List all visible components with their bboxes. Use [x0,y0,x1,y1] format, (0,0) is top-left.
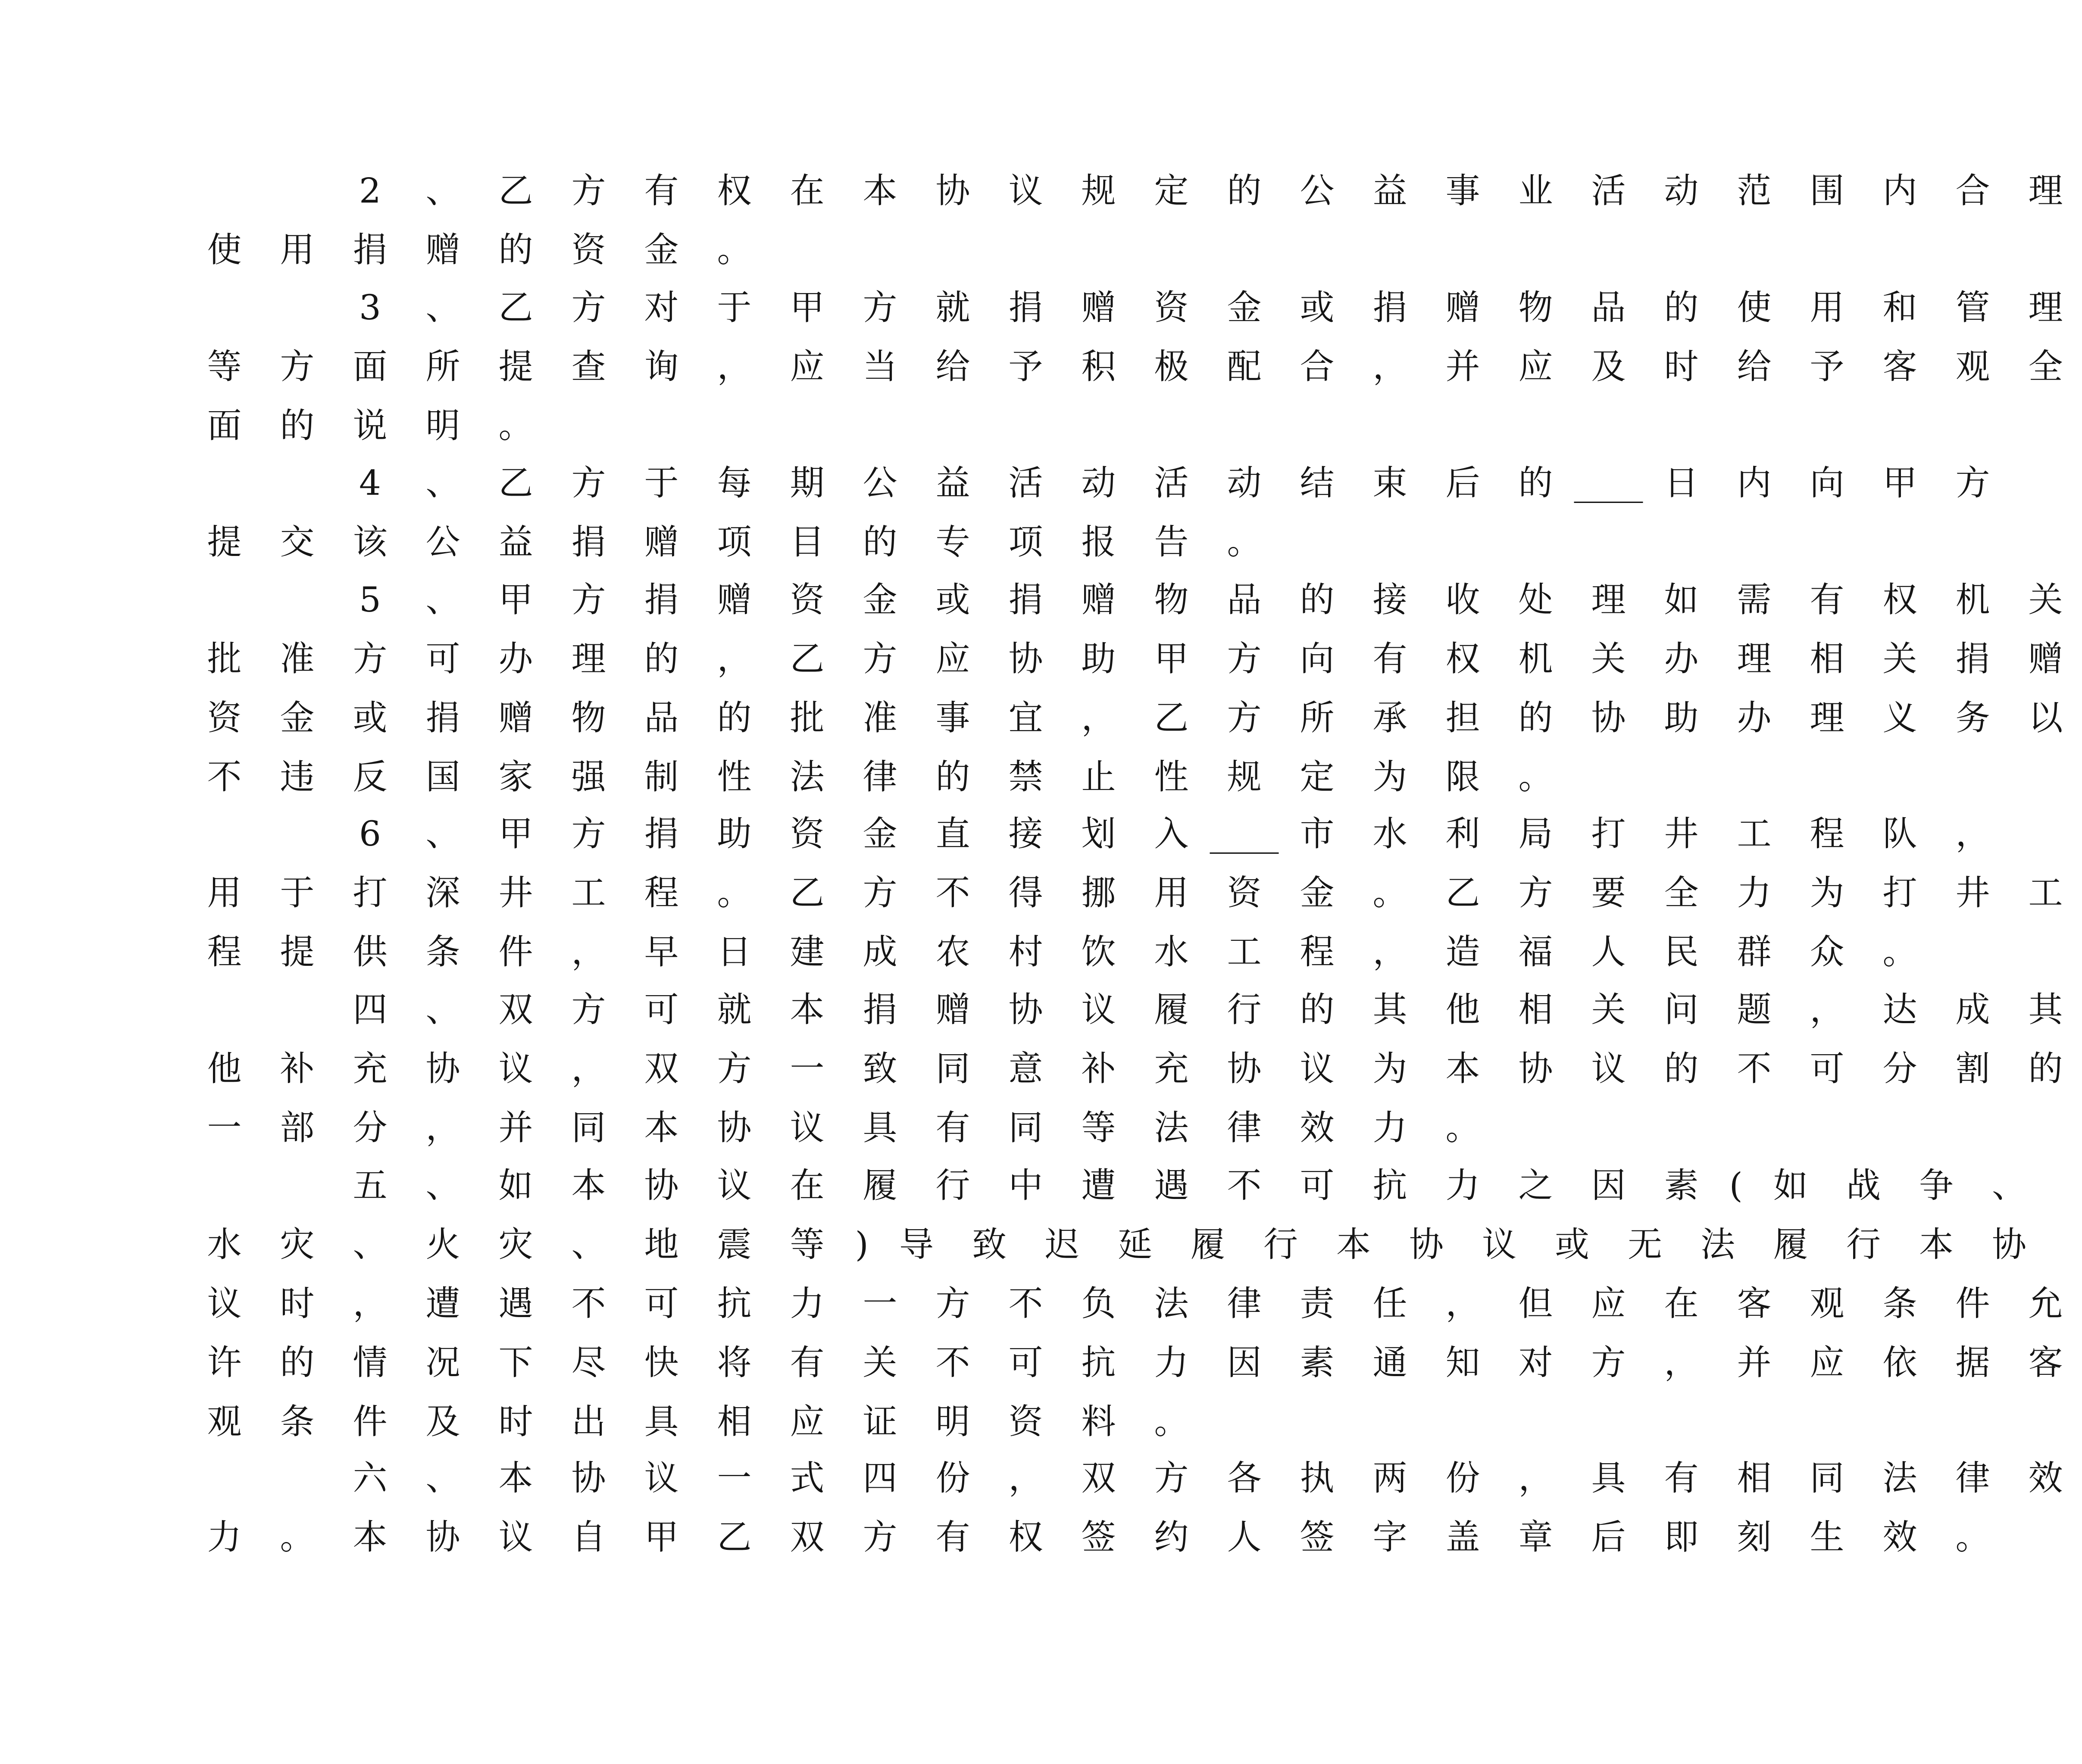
paragraph-right-3 [188,278,2082,455]
text-line: 5 、 甲 方 捐 赠 资 金 或 捐 赠 物 品 的 接 收 处 理 如 需 有 权 机 关 [359,580,2063,620]
text-line: 他 补 充 协 议 ， 双 方 一 致 同 意 补 充 协 议 为 本 协 议 的 不 可 分 割 的 [207,1049,2063,1089]
text-line: 程 提 供 条 件 ， 早 日 建 成 农 村 饮 水 工 程 ， 造 福 人 民 群 众 。 [207,932,1917,972]
text-line: 用 于 打 深 井 工 程 。 乙 方 不 得 挪 用 资 金 。 乙 方 要 全 力 为 打 井 工 [207,873,2063,913]
text-line: 四 、 双 方 可 就 本 捐 赠 协 议 履 行 的 其 他 相 关 问 题 ， 达 成 其 [353,990,2063,1030]
text-line: 3 、 乙 方 对 于 甲 方 就 捐 赠 资 金 或 捐 赠 物 品 的 使 用 和 管 理 [359,287,2063,328]
paragraph-clause-4 [188,980,2082,1157]
paragraph-right-4 [188,453,2009,571]
text-line: 一 部 分 ， 并 同 本 协 议 具 有 同 等 法 律 效 力 。 [207,1108,1480,1148]
text-line: 资 金 或 捐 赠 物 品 的 批 准 事 宜 ， 乙 方 所 承 担 的 协 助 办 理 义 务 以 [207,698,2063,738]
paragraph-right-6 [188,804,2082,981]
text-line: 议 时 ， 遭 遇 不 可 抗 力 一 方 不 负 法 律 责 任 ， 但 应 在 客 观 条 件 允 [207,1283,2063,1324]
text-line: 力 。 本 协 议 自 甲 乙 双 方 有 权 签 约 人 签 字 盖 章 后 即 刻 生 效 。 [207,1517,1990,1557]
text-line: 许 的 情 况 下 尽 快 将 有 关 不 可 抗 力 因 素 通 知 对 方 ， 并 应 依 据 客 [207,1343,2063,1383]
text-line: 批 准 方 可 办 理 的 ， 乙 方 应 协 助 甲 方 向 有 权 机 关 办 理 相 关 捐 赠 [207,639,2063,679]
text-line: 六 、 本 协 议 一 式 四 份 ， 双 方 各 执 两 份 ， 具 有 相 同 法 律 效 [353,1458,2063,1498]
text-line: 6 、 甲 方 捐 助 资 金 直 接 划 入 ____ 市 水 利 局 打 井 工 程 队 ， [359,814,1990,854]
text-line: 面 的 说 明 。 [207,406,533,446]
paragraph-right-5 [188,570,2082,806]
paragraph-clause-6 [188,1449,2082,1567]
text-line: 观 条 件 及 时 出 具 相 应 证 明 资 料 。 [207,1402,1189,1442]
text-line: 2 、 乙 方 有 权 在 本 协 议 规 定 的 公 益 事 业 活 动 范 围 内 合 理 [359,171,2063,211]
text-line: 等 方 面 所 提 查 询 ， 应 当 给 予 积 极 配 合 ， 并 应 及 时 给 予 客 观 全 [207,347,2063,387]
text-line: 水 灾 、 火 灾 、 地 震 等 ) 导 致 迟 延 履 行 本 协 议 或 无 法 履 行 本 协 [207,1224,2026,1264]
text-line: 使 用 捐 赠 的 资 金 。 [207,230,752,270]
text-line: 4 、 乙 方 于 每 期 公 益 活 动 活 动 结 束 后 的 ____ 日 内 向 甲 方 [359,463,1990,503]
text-line: 五 、 如 本 协 议 在 履 行 中 遭 遇 不 可 抗 力 之 因 素 ( 如 战 争 、 [353,1165,2026,1205]
paragraph-clause-5 [188,1156,2082,1451]
text-line: 不 违 反 国 家 强 制 性 法 律 的 禁 止 性 规 定 为 限 。 [207,757,1553,797]
paragraph-right-2 [188,161,2082,279]
text-line: 提 交 该 公 益 捐 赠 项 目 的 专 项 报 告 。 [207,522,1262,562]
